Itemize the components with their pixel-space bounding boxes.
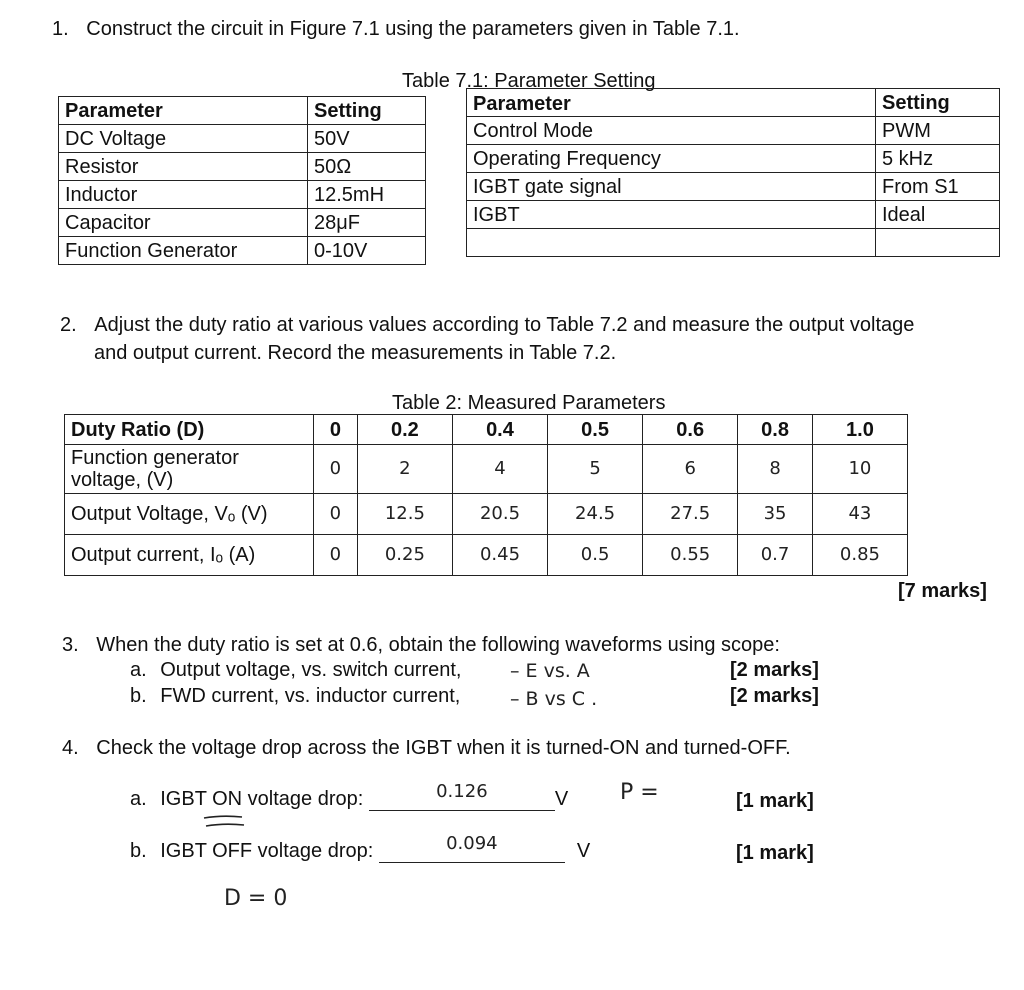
table-row [65,445,908,494]
table-header: 1.0 [812,415,907,445]
table-row [65,415,908,445]
table-row-label [65,445,314,494]
q3-b-label: b. [130,685,147,707]
table-cell: 0.85 [812,535,907,576]
q4-a-unit: V [554,788,569,810]
q4-b [130,833,591,863]
q1-text: Construct the circuit in Figure 7.1 using the parameters given in Table 7.1. [86,18,740,40]
q3-text: When the duty ratio is set at 0.6, obtain the following waveforms using scope: [96,634,780,656]
table-cell: 5 kHz [876,145,1000,173]
table-cell: 24.5 [548,494,643,535]
table-row [467,201,1000,229]
table-cell: 27.5 [643,494,738,535]
table-header: Duty Ratio (D) [65,415,314,445]
q4-a-note: P = [620,780,659,805]
q4-b-label: b. [130,840,147,862]
table-cell: 5 [548,445,643,494]
table-cell: From S1 [876,173,1000,201]
table-cell: 12.5mH [308,181,426,209]
table-cell: Inductor [59,181,308,209]
q3-a-marks: [2 marks] [730,659,819,681]
table-cell: 10 [812,445,907,494]
q3-number: 3. [62,634,79,656]
table-cell: 43 [812,494,907,535]
q3-b-marks: [2 marks] [730,685,819,707]
q3-a-note: – E vs. A [510,660,590,682]
q2 [60,314,914,337]
q4-a-marks: [1 mark] [736,790,814,812]
table-header: Setting [876,89,1000,117]
table-row [65,494,908,535]
table-cell: 0.45 [452,535,547,576]
table-row-label: Output Voltage, Vₒ (V) [65,494,314,535]
q1 [52,18,740,41]
table-row [59,97,426,125]
q3-b-text: FWD current, vs. inductor current, [160,685,461,707]
q3-a-text: Output voltage, vs. switch current, [160,659,462,681]
table-cell: 0.5 [548,535,643,576]
table-cell: 0.55 [643,535,738,576]
q3-b [130,685,460,708]
q3-a [130,659,462,682]
table-cell: 0 [314,494,358,535]
table-cell: 50V [308,125,426,153]
q4-b-text: IGBT OFF voltage drop: [160,840,374,862]
table-cell: Operating Frequency [467,145,876,173]
table-row [65,535,908,576]
q4-a [130,781,569,811]
q4-b-answer-field [379,833,565,863]
q2-line2: and output current. Record the measurements in Table 7.2. [94,342,617,364]
table-cell [876,229,1000,257]
q4-a-answer-field [369,781,555,811]
table1-caption: Table 7.1: Parameter Setting [402,70,656,92]
q1-number: 1. [52,18,69,40]
table-row [59,209,426,237]
table-header: 0.4 [452,415,547,445]
table2-caption: Table 2: Measured Parameters [392,392,666,414]
q4-text: Check the voltage drop across the IGBT when it is turned-ON and turned-OFF. [96,737,791,759]
footnote: D = 0 [224,886,288,911]
q4-a-label: a. [130,788,147,810]
table-cell: IGBT [467,201,876,229]
table-row [467,145,1000,173]
table-cell: 0-10V [308,237,426,265]
table-row [467,117,1000,145]
q4-a-text: IGBT ON voltage drop: [160,788,364,810]
table-cell [467,229,876,257]
table-header: Setting [308,97,426,125]
table-cell: Resistor [59,153,308,181]
table-cell: 28μF [308,209,426,237]
q4 [62,737,791,760]
q4-b-unit: V [576,840,591,862]
table-cell: Ideal [876,201,1000,229]
table-row [59,153,426,181]
table2-marks: [7 marks] [898,580,987,602]
q3-b-note: – B vs C . [510,688,598,710]
q2-number: 2. [60,314,77,336]
table-row [467,89,1000,117]
label-line: Function generator [71,447,239,469]
table-cell: 4 [452,445,547,494]
q3-a-label: a. [130,659,147,681]
table-cell: 0 [314,535,358,576]
table-cell: 2 [357,445,452,494]
label-line: voltage, (V) [71,469,174,491]
table1-right [466,88,1000,257]
table-header: 0.2 [357,415,452,445]
q2-line1: Adjust the duty ratio at various values according to Table 7.2 and measure the output voltage [94,314,915,336]
q4-b-value: 0.094 [446,833,498,854]
table-cell: Capacitor [59,209,308,237]
q4-number: 4. [62,737,79,759]
table-row-label: Output current, Iₒ (A) [65,535,314,576]
table-cell: Function Generator [59,237,308,265]
q4-b-marks: [1 mark] [736,842,814,864]
table2 [64,414,908,576]
table-cell: 8 [738,445,813,494]
table-cell: DC Voltage [59,125,308,153]
table-header: 0.6 [643,415,738,445]
table-cell: 6 [643,445,738,494]
table-header: Parameter [59,97,308,125]
table-row [59,125,426,153]
q4-a-value: 0.126 [436,781,488,802]
q3 [62,634,780,657]
table-cell: 20.5 [452,494,547,535]
table-row [59,181,426,209]
table-cell: IGBT gate signal [467,173,876,201]
table-header: 0.8 [738,415,813,445]
table-header: Parameter [467,89,876,117]
table-cell: 0 [314,445,358,494]
table-row [467,173,1000,201]
table1-left [58,96,426,265]
table-header: 0.5 [548,415,643,445]
table-cell: 0.7 [738,535,813,576]
table-cell: 35 [738,494,813,535]
table-cell: 50Ω [308,153,426,181]
table-header: 0 [314,415,358,445]
double-underline-mark [200,812,250,832]
table-row [59,237,426,265]
table-cell: Control Mode [467,117,876,145]
table-cell: 12.5 [357,494,452,535]
table-cell: PWM [876,117,1000,145]
table-row [467,229,1000,257]
table-cell: 0.25 [357,535,452,576]
